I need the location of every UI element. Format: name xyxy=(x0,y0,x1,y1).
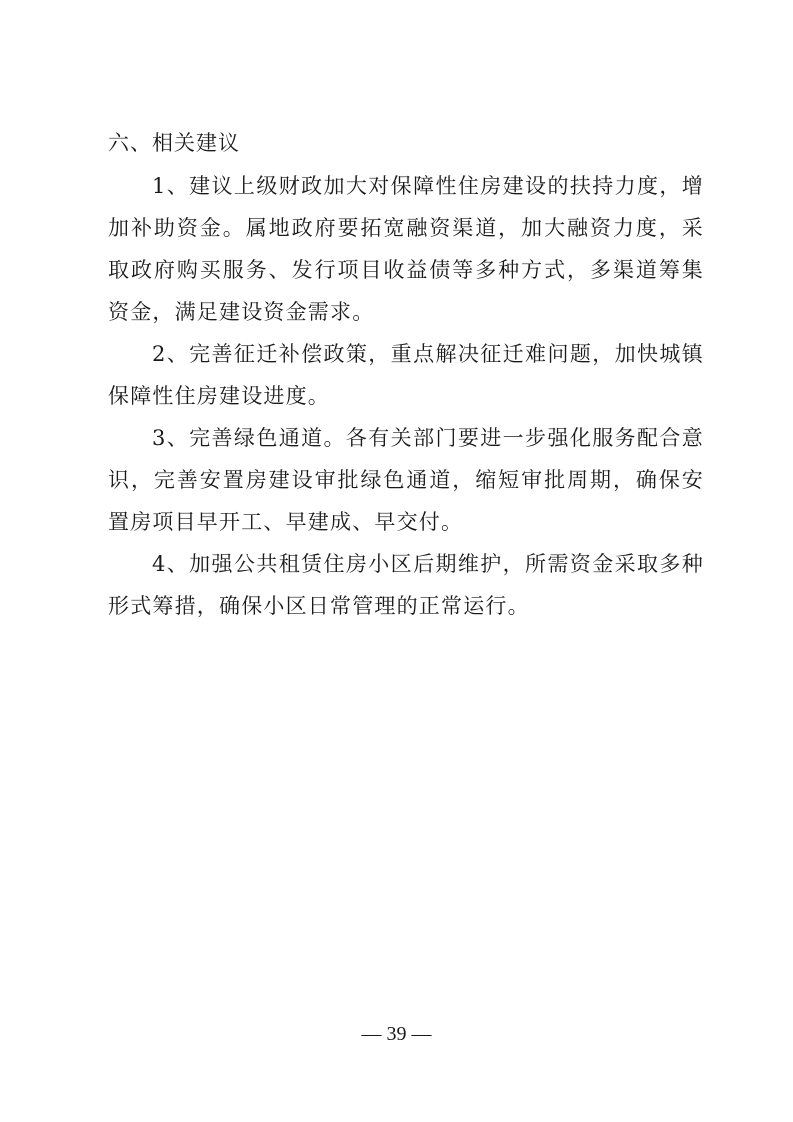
paragraph-suggestion-2: 2、完善征迁补偿政策，重点解决征迁难问题，加快城镇保障性住房建设进度。 xyxy=(108,342,704,408)
paragraph-suggestion-3: 3、完善绿色通道。各有关部门要进一步强化服务配合意识，完善安置房建设审批绿色通道，缩短审批周期，确保安置房项目早开工、早建成、早交付。 xyxy=(108,426,704,534)
paragraph-suggestion-1: 1、建议上级财政加大对保障性住房建设的扶持力度，增加补助资金。属地政府要拓宽融资渠道，加大融资力度，采取政府购买服务、发行项目收益债等多种方式，多渠道筹集资金，满足建设资金需求。 xyxy=(108,174,704,324)
section-heading: 六、相关建议 xyxy=(108,131,240,155)
page-number: — 39 — xyxy=(361,1023,432,1045)
paragraph-suggestion-4: 4、加强公共租赁住房小区后期维护，所需资金采取多种形式筹措，确保小区日常管理的正常运行。 xyxy=(108,552,704,618)
